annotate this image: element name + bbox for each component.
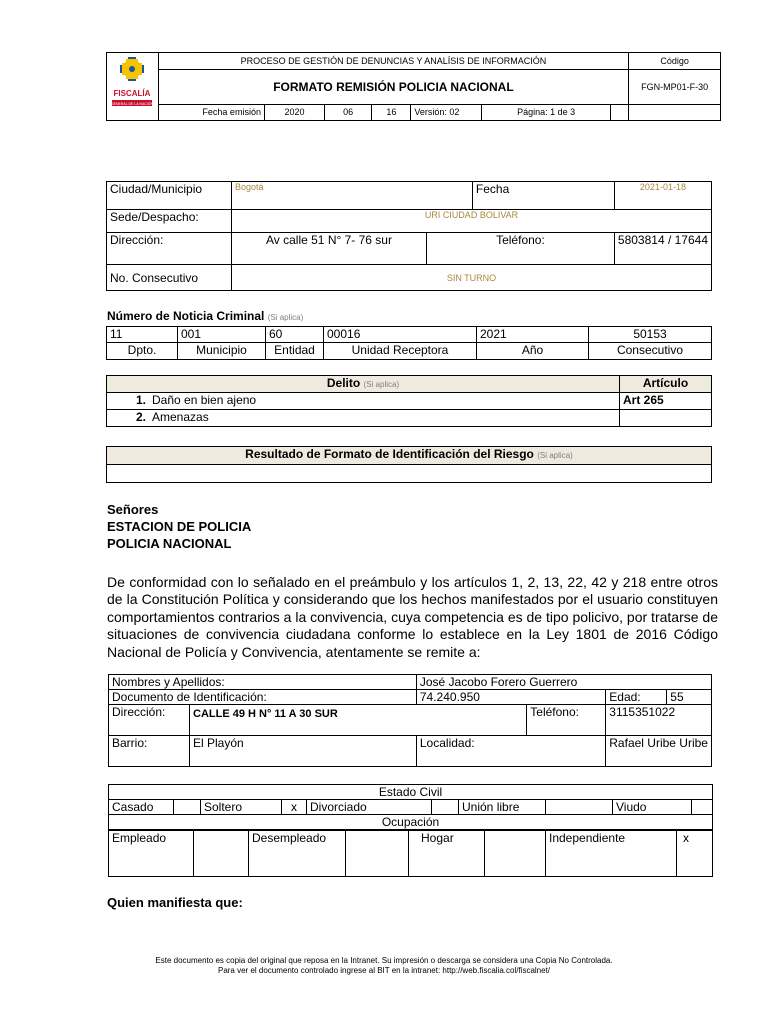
process-title: PROCESO DE GESTIÓN DE DENUNCIAS Y ANALÍSIS DE INFORMACIÓN: [158, 53, 629, 70]
telefono-value: 5803814 / 17644: [614, 233, 711, 265]
noticia-dpto: 11: [107, 327, 178, 343]
fecha-label: Fecha: [472, 182, 614, 210]
pagina: Página: 1 de 3: [481, 104, 611, 120]
telefono-label: Teléfono:: [427, 233, 615, 265]
riesgo-value: [107, 465, 712, 483]
casado-mark: [174, 800, 201, 815]
addressee-line-1: Señores: [107, 502, 159, 517]
noticia-label-municipio: Municipio: [178, 343, 266, 360]
barrio-value: El Playón: [190, 736, 417, 767]
fecha-emision-month: 06: [324, 104, 371, 120]
consecutivo-value: SIN TURNO: [232, 265, 712, 291]
noticia-title: Número de Noticia Criminal: [107, 309, 265, 323]
delito-text-1: Daño en bien ajeno: [149, 393, 620, 410]
noticia-consecutivo: 50153: [589, 327, 712, 343]
delito-articulo-1: Art 265: [620, 393, 712, 410]
codigo-value: FGN-MP01-F-30: [629, 70, 721, 105]
paragraph-line-3: comportamientos contrarios a la convivencia, cuya competencia es de tipo policivo, por tratarse de: [107, 608, 718, 625]
nombres-value: José Jacobo Forero Guerrero: [416, 675, 711, 690]
addressee-line-2: ESTACION DE POLICIA: [107, 519, 252, 534]
addressee-line-3: POLICIA NACIONAL: [107, 536, 232, 551]
estado-civil-title: Estado Civil: [109, 785, 713, 800]
barrio-label: Barrio:: [109, 736, 190, 767]
addressee-block: [107, 501, 251, 552]
noticia-table: [106, 326, 712, 360]
documento-value: 74.240.950: [416, 690, 605, 705]
fecha-emision-label: Fecha emisión: [158, 104, 264, 120]
union-mark: [546, 800, 613, 815]
persona-table: [108, 674, 712, 767]
localidad-label: Localidad:: [416, 736, 605, 767]
estado-civil-table: [108, 784, 713, 830]
riesgo-header: Resultado de Formato de Identificación del Riesgo (Si aplica): [107, 447, 712, 465]
direccion-value: Av calle 51 N° 7- 76 sur: [232, 233, 427, 265]
persona-direccion-value: CALLE 49 H N° 11 A 30 SUR: [190, 705, 527, 736]
hogar-mark: [485, 831, 546, 877]
paragraph-line-2: de la Constitución Política y considerando que los hechos manifestados por el usuario constituyen: [107, 591, 718, 608]
empleado-mark: [194, 831, 249, 877]
localidad-value: Rafael Uribe Uribe: [606, 736, 712, 767]
noticia-municipio: 001: [178, 327, 266, 343]
paragraph-line-4: situaciones de convivencia ciudadana conforme lo establece en la Ley 1801 de 2016 Código: [107, 626, 718, 643]
form-title: FORMATO REMISIÓN POLICIA NACIONAL: [158, 70, 629, 105]
delito-articulo-2: [620, 410, 712, 427]
independiente-label: Independiente: [546, 831, 677, 877]
fecha-emision-day: 16: [372, 104, 411, 120]
version: Versión: 02: [411, 104, 482, 120]
paragraph-line-1: De conformidad con lo señalado en el preámbulo y los artículos 1, 2, 13, 22, 42 y 218 entre otros: [107, 574, 718, 590]
viudo-mark: [692, 800, 713, 815]
divorciado-label: Divorciado: [307, 800, 432, 815]
ocupacion-title: Ocupación: [109, 815, 713, 830]
delito-table: [106, 375, 712, 427]
noticia-label-entidad: Entidad: [266, 343, 324, 360]
noticia-entidad: 60: [266, 327, 324, 343]
documento-label: Documento de Identificación:: [109, 690, 417, 705]
desempleado-label: Desempleado: [249, 831, 346, 877]
casado-label: Casado: [109, 800, 174, 815]
persona-telefono-value: 3115351022: [606, 705, 712, 736]
independiente-mark: x: [677, 831, 713, 877]
noticia-unidad: 00016: [324, 327, 477, 343]
noticia-anio: 2021: [477, 327, 589, 343]
delito-text-2: Amenazas: [149, 410, 620, 427]
noticia-label-consecutivo: Consecutivo: [589, 343, 712, 360]
persona-telefono-label: Teléfono:: [527, 705, 606, 736]
ciudad-label: Ciudad/Municipio: [107, 182, 232, 210]
delito-num-1: 1.: [107, 393, 150, 410]
noticia-label-unidad: Unidad Receptora: [324, 343, 477, 360]
noticia-label-anio: Año: [477, 343, 589, 360]
soltero-mark: x: [282, 800, 307, 815]
footer: [0, 956, 768, 976]
edad-label: Edad:: [606, 690, 667, 705]
sede-label: Sede/Despacho:: [107, 210, 232, 233]
divorciado-mark: [432, 800, 459, 815]
logo-cell: [107, 53, 159, 121]
riesgo-table: [106, 446, 712, 483]
hogar-label: Hogar: [409, 831, 485, 877]
noticia-title-line: [107, 309, 303, 323]
articulo-header: Artículo: [620, 376, 712, 393]
sede-value: URI CIUDAD BOLIVAR: [232, 210, 712, 233]
header-table: [106, 52, 721, 121]
union-label: Unión libre: [459, 800, 546, 815]
fiscalia-logo-icon: [108, 53, 156, 115]
info-table: [106, 181, 712, 291]
fecha-value: 2021-01-18: [614, 182, 711, 210]
paragraph-line-5: Nacional de Policía y Convivencia, atentamente se remite a:: [107, 643, 481, 660]
viudo-label: Viudo: [613, 800, 692, 815]
fecha-emision-year: 2020: [264, 104, 324, 120]
direccion-label: Dirección:: [107, 233, 232, 265]
desempleado-mark: [346, 831, 409, 877]
codigo-label: Código: [629, 53, 721, 70]
delito-num-2: 2.: [107, 410, 150, 427]
persona-direccion-label: Dirección:: [109, 705, 190, 736]
footer-line-1: Este documento es copia del original que reposa en la Intranet. Su impresión o descarga se considera una Copia No Controlada.: [155, 956, 613, 965]
logo-text: FISCALÍA: [113, 89, 151, 98]
delito-header: Delito (Si aplica): [107, 376, 620, 393]
body-paragraph: [107, 574, 718, 661]
ocupacion-table: [108, 830, 713, 877]
quien-manifiesta: Quien manifiesta que:: [107, 895, 243, 910]
logo-subtext: GENERAL DE LA NACIÓN: [111, 102, 154, 106]
noticia-si-aplica: (Si aplica): [267, 313, 304, 322]
consecutivo-label: No. Consecutivo: [107, 265, 232, 291]
soltero-label: Soltero: [201, 800, 282, 815]
empleado-label: Empleado: [109, 831, 194, 877]
edad-value: 55: [667, 690, 712, 705]
ciudad-value: Bogotá: [232, 182, 473, 210]
nombres-label: Nombres y Apellidos:: [109, 675, 417, 690]
footer-line-2: Para ver el documento controlado ingrese al BIT en la intranet: http://web.fiscalia.col/fiscalnet/: [217, 966, 551, 975]
noticia-label-dpto: Dpto.: [107, 343, 178, 360]
